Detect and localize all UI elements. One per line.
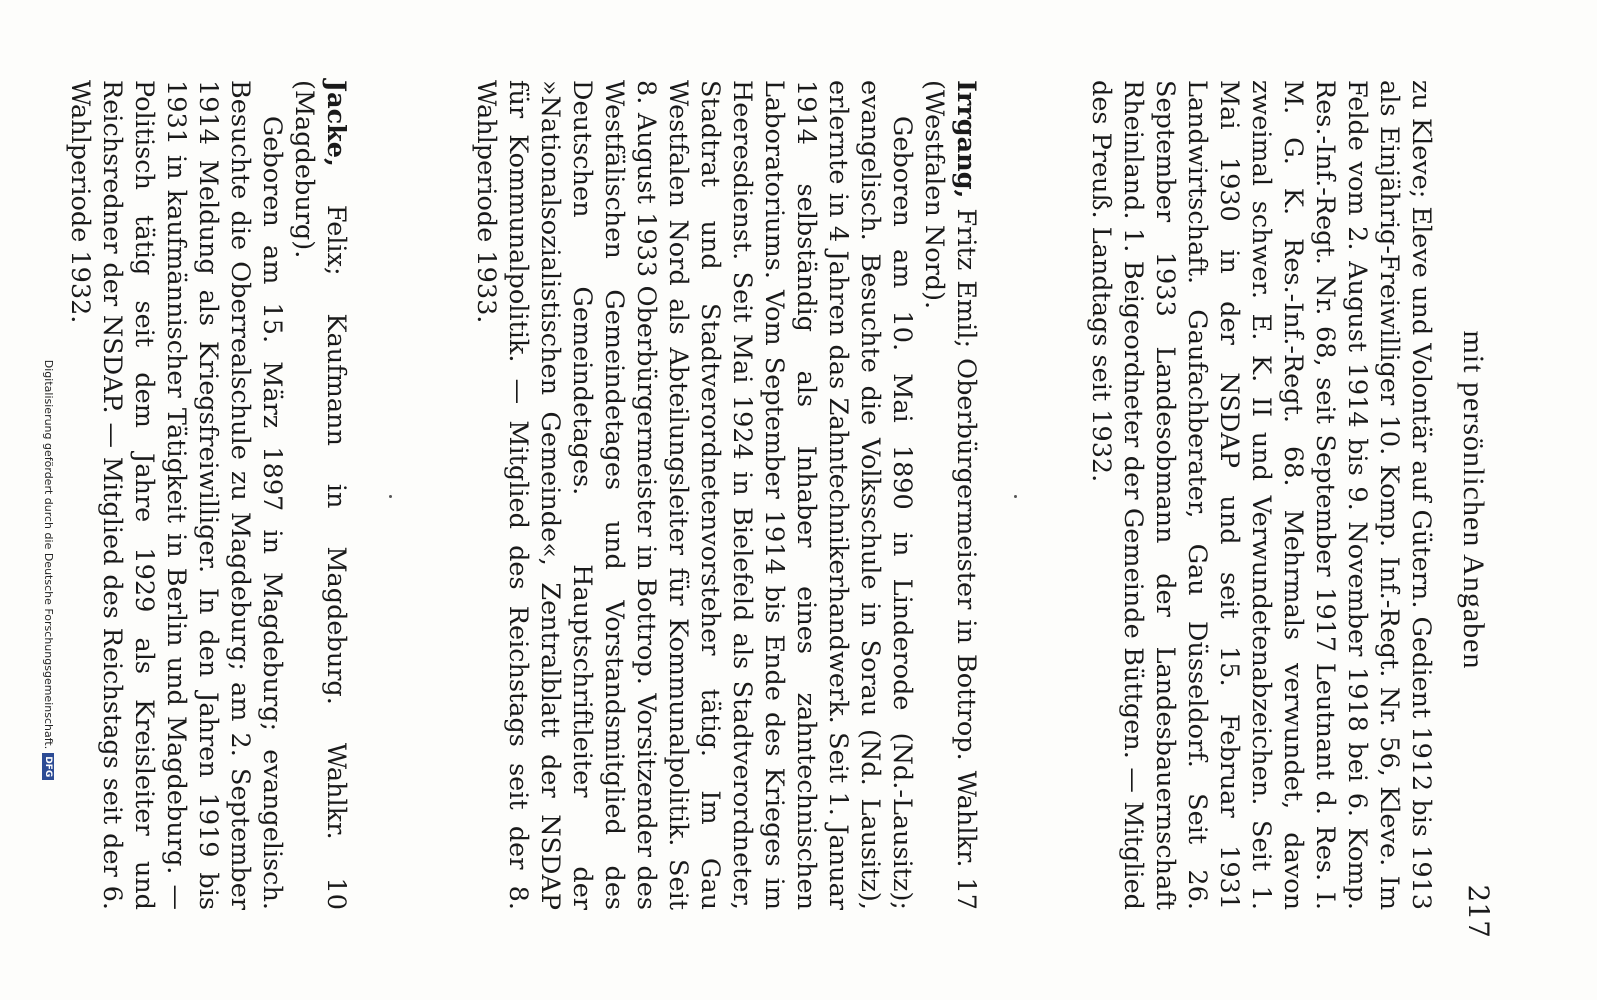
entry-header-text: Felix; Kaufmann in Magdeburg. Wahlkr. 10 (Magdeburg). (289, 80, 351, 910)
entry-body (470, 80, 918, 910)
section-divider (389, 495, 392, 498)
biography-entry (64, 80, 352, 910)
entry-body-text: Geboren am 10. Mai 1890 in Linderode (Nd.-Lausitz); evangelisch. Besuchte die Volksschule in Sorau (Nd. Lausitz), erlernte in 4 Jahren das Zahntechnikerhandwerk. Seit 1. Januar 1914 selbständig als Inhaber eines zahntechnischen Laboratoriums. Vom September 1914 bis Ende des Krieges im Heeresdienst. Seit Mai 1924 in Bielefeld als Stadtverordneter, Stadtrat und Stadtverordnetenvorsteher tätig. Im Gau Westfalen Nord als Abteilungsleiter für Kommunalpolitik. Seit 8. August 1933 Oberbürgermeister in Bottrop. Vorsitzender des Westfälischen Gemeindetages und Vorstandsmitglied des Deutschen Gemeindetages. Hauptschriftleiter der »Nationalsozialistischen Gemeinde«, Zentralblatt der NSDAP für Kommunalpolitik. — Mitglied des Reichstags seit der 8. Wahlperiode 1933. (471, 80, 917, 910)
continuation-paragraph: zu Kleve; Eleve und Volontär auf Gütern. Gedient 1912 bis 1913 als Einjährig-Freiwilliger 10. Komp. Inf.-Regt. Nr. 56, Kleve. Im Felde vom 2. August 1914 bis 9. November 1918 bei 6. Komp. Res.-Inf.-Regt. Nr. 68, seit September 1917 Leutnant d. Res. I. M. G. K. Res.-Inf.-Regt. 68. Mehrmals verwundet, davon zweimal schwer. E. K. II und Verwundetenabzeichen. Seit 1. Mai 1930 in der NSDAP und seit 15. Februar 1931 Landwirtschaft. Gaufachberater, Gau Düsseldorf. Seit 26. September 1933 Landesobmann der Landesbauernschaft Rheinland. 1. Beigeordneter der Gemeinde Büttgen. — Mitglied des Preuß. Landtags seit 1932. (1086, 80, 1436, 910)
digitization-note (42, 180, 55, 960)
running-title: mit persönlichen Angaben (1457, 330, 1490, 670)
entry-body-text: Geboren am 15. März 1897 in Magdeburg; evangelisch. Besuchte die Oberrealschule zu Magdeburg; am 2. September 1914 Meldung als Kriegsfreiwilliger. In den Jahren 1919 bis 1931 in kaufmännischer Tätigkeit in Berlin und Magdeburg. — Politisch tätig seit dem Jahre 1929 als Kreisleiter und Reichsredner der NSDAP. — Mitglied des Reichstags seit der 6. Wahlperiode 1932. (65, 80, 287, 910)
page-header (1435, 0, 1545, 1000)
digitization-note-text: Digitalisierung gefördert durch die Deutsche Forschungsgemeinschaft. (42, 359, 55, 750)
entry-header-text: Fritz Emil; Oberbürgermeister in Bottrop. Wahlkr. 17 (Westfalen Nord). (919, 80, 981, 911)
entry-name: Jacke, (321, 80, 351, 167)
entry-header (918, 80, 982, 910)
entry-name: Irrgang, (951, 80, 981, 199)
section-divider (1014, 495, 1017, 498)
entry-header (288, 80, 352, 910)
biography-entry (470, 80, 982, 910)
page-number: 217 (1462, 884, 1495, 938)
dfg-logo: DFG (42, 753, 54, 780)
entry-body (64, 80, 288, 910)
